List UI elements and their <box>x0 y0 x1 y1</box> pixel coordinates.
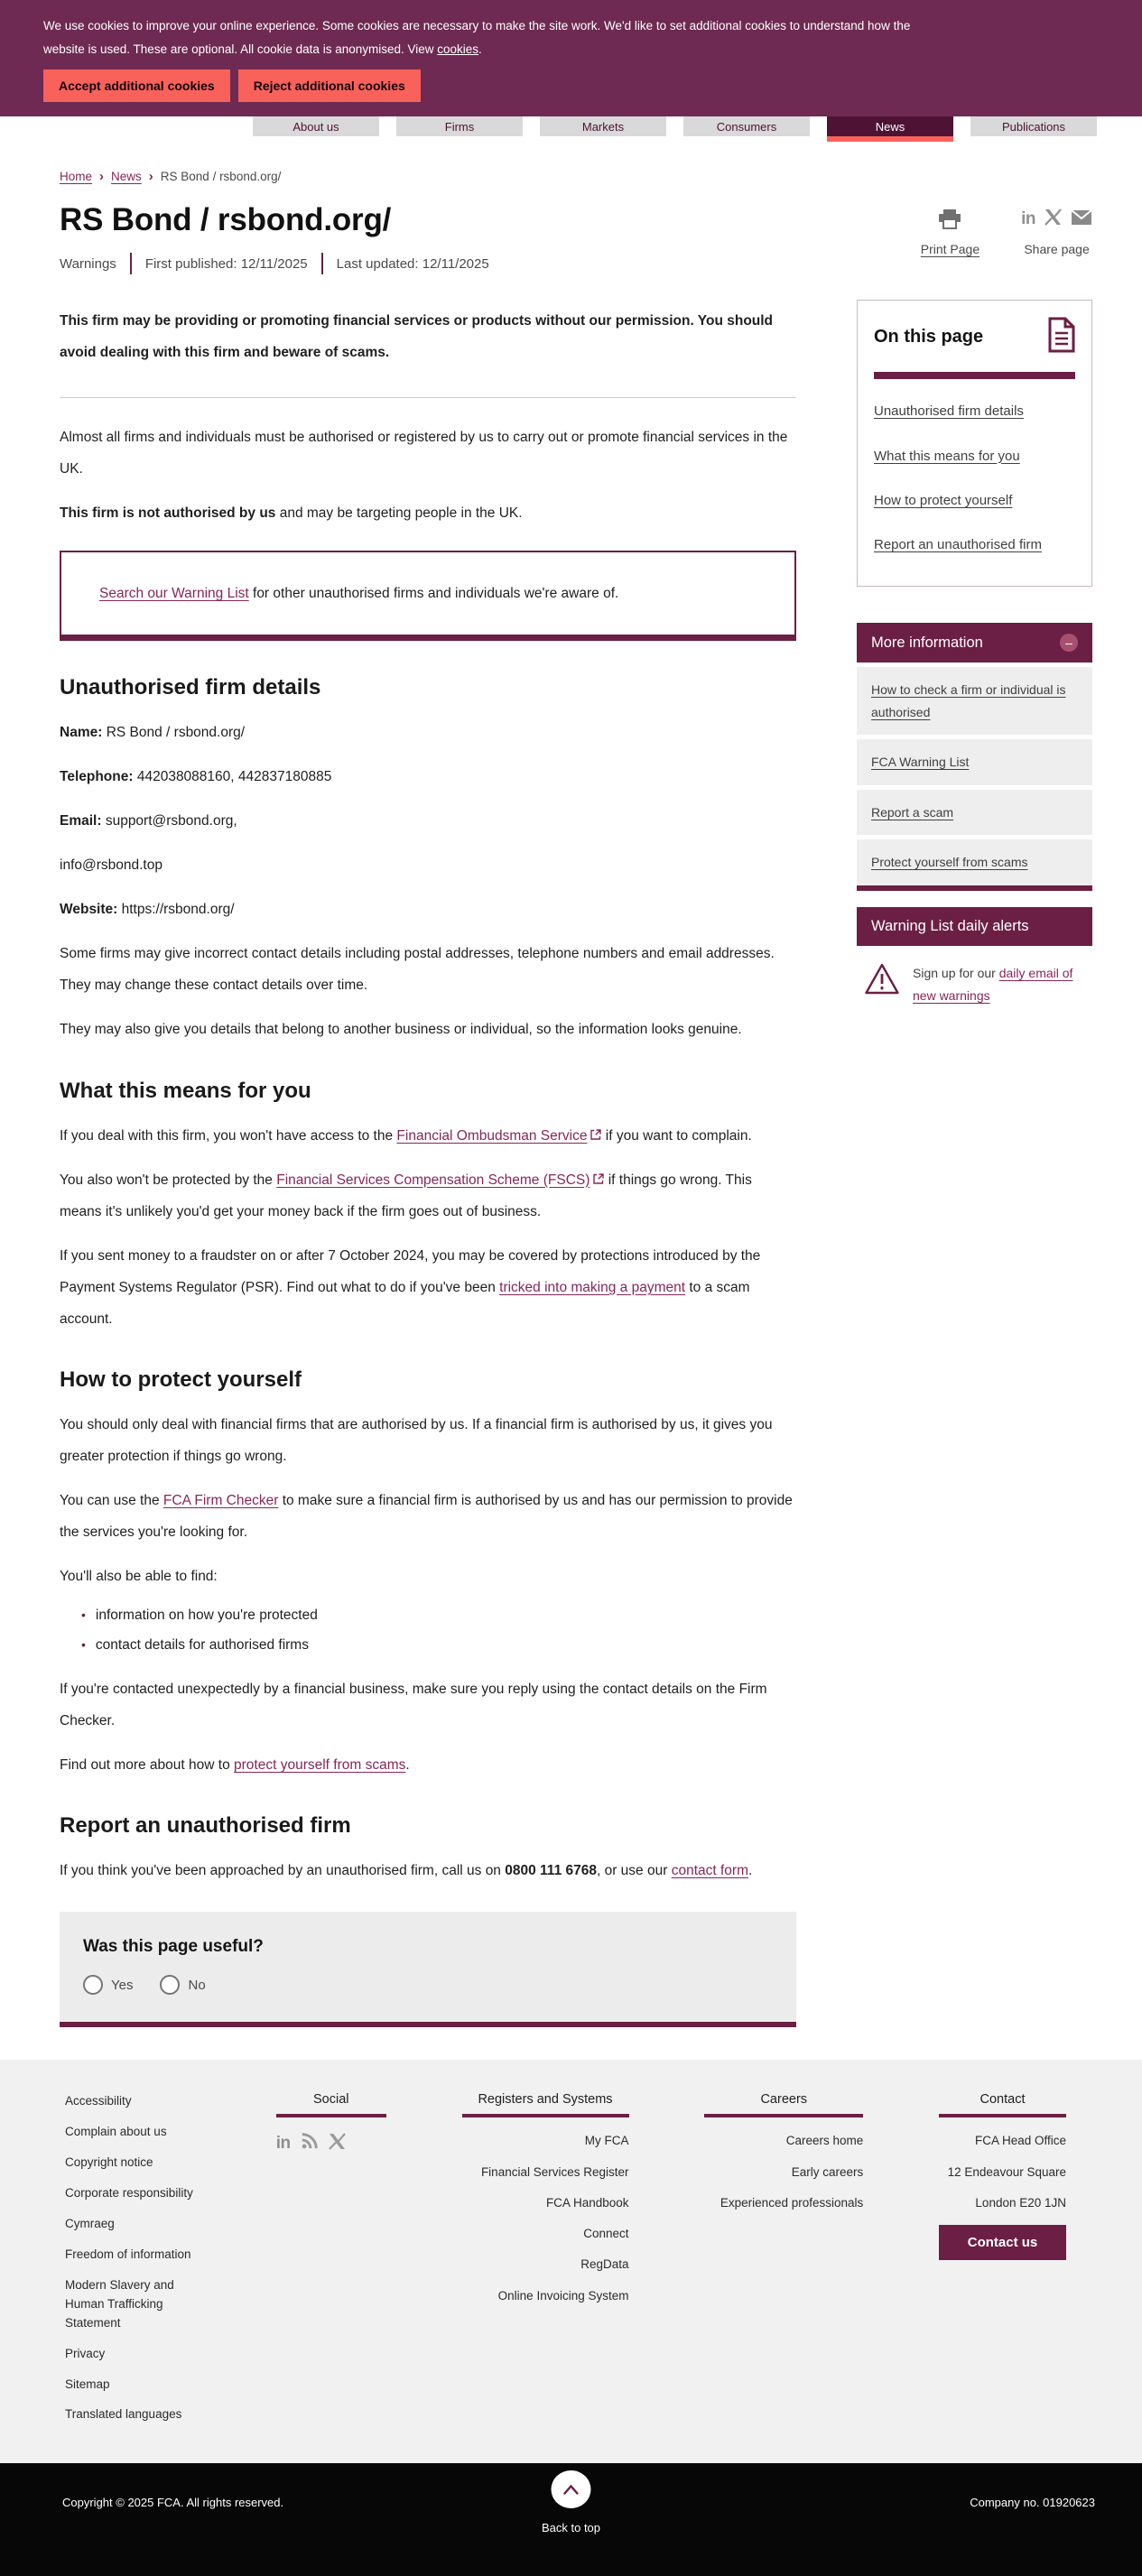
tab-markets[interactable] <box>540 116 666 142</box>
footer-link-privacy[interactable]: Privacy <box>65 2346 106 2360</box>
heading-underline-bar <box>939 2114 1066 2117</box>
primary-nav <box>0 116 1142 142</box>
name-value: RS Bond / rsbond.org/ <box>102 725 246 741</box>
tab-publications[interactable] <box>970 116 1097 142</box>
check-firm-authorised-link[interactable]: How to check a firm or individual is authorised <box>871 682 1066 719</box>
collapse-minus-icon[interactable]: – <box>1060 634 1078 652</box>
copyright-text: Copyright © 2025 FCA. All rights reserved. <box>62 2496 284 2510</box>
toc-link-report-firm[interactable]: Report an unauthorised firm <box>874 537 1042 553</box>
firm-website-row <box>60 894 796 925</box>
firm-name-row <box>60 717 796 748</box>
genuine-details-paragraph: They may also give you details that belong to another business or individual, so the information looks genuine. <box>60 1022 742 1038</box>
meta-divider <box>321 253 323 274</box>
bullet-text: contact details for authorised firms <box>95 1637 309 1654</box>
tab-news[interactable] <box>827 116 953 142</box>
firm-email2-row <box>60 849 796 881</box>
linkedin-icon[interactable]: in <box>275 2133 291 2153</box>
heading-underline-bar <box>276 2114 386 2117</box>
tab-firms[interactable] <box>396 116 523 142</box>
heading-underline-bar <box>462 2114 629 2117</box>
company-number: Company no. 01920623 <box>970 2496 1095 2510</box>
tab-underline <box>396 136 523 142</box>
cookie-message-end: . <box>478 42 482 56</box>
paragraph-text: and may be targeting people in the UK. <box>275 505 523 522</box>
first-published: First published: 12/11/2025 <box>144 255 308 272</box>
alerts-text-before: Sign up for our <box>913 965 999 980</box>
breadcrumb-home-link[interactable]: Home <box>60 170 93 184</box>
paragraph-text: Find out more about how to <box>60 1757 235 1774</box>
website-value: https://rsbond.org/ <box>117 902 235 918</box>
main-content <box>60 274 796 2027</box>
footer-link-connect[interactable]: Connect <box>583 2227 629 2241</box>
contacted-unexpectedly-paragraph: If you're contacted unexpectedly by a financial business, make sure you reply using the contact details on the Firm Checker. <box>60 1682 767 1729</box>
chevron-up-icon[interactable] <box>551 2470 590 2508</box>
feedback-no-option[interactable] <box>160 1975 205 1995</box>
fscs-link[interactable]: Financial Services Compensation Scheme (FSCS) <box>276 1172 590 1188</box>
divider <box>60 397 796 398</box>
protect-yourself-scams-link[interactable]: Protect yourself from scams <box>871 855 1028 870</box>
paragraph-text: If you deal with this firm, you won't have access to the <box>60 1127 397 1144</box>
cookies-link[interactable]: cookies <box>437 42 479 56</box>
page-feedback-box <box>60 1912 796 2027</box>
search-warning-list-link[interactable]: Search our Warning List <box>99 586 249 602</box>
paragraph-text: if things go wrong. This means it's unlikely you'd get your money back if the firm goes out of business. <box>60 1172 752 1219</box>
footer-link-copyright-notice[interactable]: Copyright notice <box>65 2155 153 2170</box>
not-authorised-bold: This firm is not authorised by us <box>60 505 276 522</box>
tab-about-us[interactable] <box>253 116 379 142</box>
footer-link-careers-home[interactable]: Careers home <box>785 2134 864 2148</box>
daily-email-signup-link[interactable]: daily email of new warnings <box>913 965 1073 1003</box>
tab-underline <box>540 136 666 142</box>
print-page-label[interactable]: Print Page <box>920 242 980 257</box>
incorrect-details-paragraph: Some firms may give incorrect contact details including postal addresses, telephone numbers and email addresses. They may change these contact details over time. <box>60 946 775 994</box>
alerts-header <box>857 907 1092 946</box>
firm-phone-row <box>60 761 796 792</box>
paragraph-text: Almost all firms and individuals must be authorised or registered by us to carry out or promote financial services in the UK. <box>60 430 788 477</box>
tab-label: Publications <box>970 116 1097 136</box>
meta-divider <box>130 253 132 274</box>
footer-link-regdata[interactable]: RegData <box>580 2257 629 2272</box>
footer-careers-column <box>704 2092 863 2436</box>
on-this-page-title: On this page <box>874 327 984 347</box>
footer-link-online-invoicing[interactable]: Online Invoicing System <box>497 2288 629 2303</box>
breadcrumb-current: RS Bond / rsbond.org/ <box>160 170 282 184</box>
on-this-page-box <box>857 300 1092 587</box>
list-item <box>81 1635 796 1657</box>
feedback-yes-label: Yes <box>111 1977 134 1993</box>
email-label: Email: <box>60 813 102 829</box>
footer-link-fs-register[interactable]: Financial Services Register <box>480 2164 629 2179</box>
contact-us-button[interactable]: Contact us <box>939 2225 1066 2260</box>
contact-address-line: 12 Endeavour Square <box>947 2164 1066 2179</box>
feedback-title: Was this page useful? <box>83 1937 264 1957</box>
registers-heading: Registers and Systems <box>478 2092 613 2108</box>
document-icon <box>1048 317 1075 357</box>
footer-contact-column <box>939 2092 1066 2436</box>
fca-firm-checker-link[interactable]: FCA Firm Checker <box>162 1492 279 1508</box>
footer-link-sitemap[interactable]: Sitemap <box>65 2377 110 2391</box>
careers-heading: Careers <box>760 2092 808 2108</box>
footer-link-fca-handbook[interactable]: FCA Handbook <box>545 2195 629 2210</box>
breadcrumb-news-link[interactable]: News <box>111 170 142 184</box>
email-share-icon[interactable] <box>1071 209 1092 230</box>
footer-link-complain[interactable]: Complain about us <box>65 2125 167 2139</box>
print-page[interactable] <box>921 208 980 256</box>
psr-paragraph <box>60 1240 796 1335</box>
last-updated: Last updated: 12/11/2025 <box>336 255 489 272</box>
bullet-icon: • <box>81 1637 86 1653</box>
fca-warning-list-link[interactable]: FCA Warning List <box>871 755 970 770</box>
contact-address-line: FCA Head Office <box>974 2134 1066 2148</box>
report-paragraph <box>60 1855 796 1886</box>
footer-registers-column <box>462 2092 629 2436</box>
page-title: RS Bond / rsbond.org/ <box>60 202 392 238</box>
printer-icon[interactable] <box>938 208 961 231</box>
x-twitter-icon[interactable] <box>329 2133 346 2154</box>
tricked-into-payment-link[interactable]: tricked into making a payment <box>499 1279 686 1295</box>
title-underline-bar <box>874 372 1075 379</box>
back-to-top-label: Back to top <box>541 2521 601 2535</box>
contact-address-line: London E20 1JN <box>975 2195 1066 2210</box>
email-value-2: info@rsbond.top <box>60 857 162 874</box>
tab-label: Markets <box>540 116 666 136</box>
section-heading-report-firm: Report an unauthorised firm <box>60 1813 351 1839</box>
bullet-icon: • <box>81 1607 86 1622</box>
heading-underline-bar <box>704 2114 863 2117</box>
warning-list-alerts-panel <box>857 907 1092 1024</box>
firm-checker-paragraph <box>60 1485 796 1548</box>
bullet-text: information on how you're protected <box>95 1607 318 1623</box>
name-label: Name: <box>60 725 103 741</box>
share-page-label: Share page <box>1024 242 1090 257</box>
footer-links-column <box>65 2092 200 2436</box>
feedback-yes-option[interactable] <box>83 1975 133 1995</box>
footer-link-modern-slavery[interactable]: Modern Slavery and Human Trafficking Statement <box>65 2277 174 2330</box>
footer-bottom-bar <box>0 2463 1142 2576</box>
list-item <box>857 839 1092 885</box>
external-link-icon <box>590 1120 601 1131</box>
warning-triangle-icon <box>864 962 900 1000</box>
footer-link-freedom-of-information[interactable]: Freedom of information <box>65 2247 191 2261</box>
tab-consumers[interactable] <box>683 116 810 142</box>
social-heading: Social <box>313 2092 349 2108</box>
linkedin-icon[interactable]: in <box>1021 209 1035 229</box>
back-to-top-button[interactable] <box>542 2470 600 2534</box>
warning-list-callout <box>60 551 796 641</box>
deal-authorised-paragraph: You should only deal with financial firms that are authorised by us. If a financial firm is authorised by us, it gives you greater protection if things go wrong. <box>60 1416 773 1464</box>
paragraph-text: to make sure a financial firm is authorised by us and has our permission to provide the services you're looking for. <box>60 1492 793 1540</box>
page-meta <box>60 253 489 274</box>
cookie-banner <box>0 0 1142 116</box>
also-find-paragraph: You'll also be able to find: <box>60 1568 218 1584</box>
footer-link-my-fca[interactable]: My FCA <box>584 2134 629 2148</box>
category-label: Warnings <box>60 255 116 272</box>
paragraph-text: . <box>747 1863 753 1879</box>
paragraph-text: if you want to complain. <box>601 1127 752 1144</box>
more-information-panel <box>857 623 1092 891</box>
toc-link-how-to-protect[interactable]: How to protect yourself <box>874 492 1013 508</box>
section-heading-unauthorised-firm-details: Unauthorised firm details <box>60 675 321 700</box>
breadcrumb <box>60 169 1092 184</box>
section-heading-what-this-means: What this means for you <box>60 1078 311 1103</box>
cookie-message-text: We use cookies to improve your online experience. Some cookies are necessary to make the site work. We'd like to set additional cookies to understand how the website is used. These are optional. All cookie data is anonymised. View <box>43 19 911 56</box>
footer-link-translated-languages[interactable]: Translated languages <box>65 2407 182 2422</box>
paragraph-text: If you sent money to a fraudster on or after 7 October 2024, you may be covered by protections introduced by the Payment Systems Regulator (PSR). Find out what to do if you've been <box>60 1247 761 1295</box>
accept-cookies-button[interactable]: Accept additional cookies <box>43 69 230 102</box>
tab-active-underline <box>827 136 953 142</box>
feedback-yes-radio[interactable] <box>83 1975 103 1995</box>
paragraph-text: to a scam account. <box>60 1279 750 1327</box>
footer-link-experienced-professionals[interactable]: Experienced professionals <box>720 2195 864 2210</box>
report-phone-number: 0800 111 6768 <box>505 1863 597 1879</box>
not-authorised-paragraph <box>60 497 796 529</box>
footer <box>0 2060 1142 2463</box>
page-actions <box>921 208 1092 256</box>
footer-social-column <box>276 2092 386 2436</box>
chevron-right-icon: › <box>148 169 153 185</box>
authorised-info-paragraph <box>60 422 796 485</box>
rss-icon[interactable] <box>301 2132 319 2154</box>
alerts-signup-text <box>913 962 1089 1007</box>
tab-label: Firms <box>396 116 523 136</box>
toc-link-what-this-means[interactable]: What this means for you <box>874 448 1020 464</box>
warning-intro: This firm may be providing or promoting financial services or products without our permission. You should avoid dealing with this firm and beware of scams. <box>60 313 774 361</box>
tab-underline <box>683 136 810 142</box>
list-item <box>81 1605 796 1627</box>
website-label: Website: <box>60 902 118 918</box>
chevron-right-icon: › <box>99 169 105 185</box>
paragraph-text: . <box>405 1757 410 1774</box>
tab-underline <box>253 136 379 142</box>
paragraph-text: You also won't be protected by the <box>60 1172 277 1188</box>
list-item <box>857 790 1092 836</box>
external-link-icon <box>593 1164 604 1175</box>
tab-label: News <box>827 116 953 136</box>
footer-link-cymraeg[interactable]: Cymraeg <box>65 2217 115 2231</box>
page-header <box>60 184 489 274</box>
share-page <box>1021 208 1092 256</box>
paragraph-text: , or use our <box>596 1863 672 1879</box>
find-out-more-paragraph <box>60 1749 796 1781</box>
telephone-label: Telephone: <box>60 769 134 785</box>
ombudsman-paragraph <box>60 1120 796 1152</box>
reject-cookies-button[interactable]: Reject additional cookies <box>238 69 421 102</box>
paragraph-text: You can use the <box>60 1492 163 1508</box>
fscs-paragraph <box>60 1164 796 1228</box>
financial-ombudsman-link[interactable]: Financial Ombudsman Service <box>396 1127 588 1144</box>
tab-label: Consumers <box>683 116 810 136</box>
list-item <box>857 739 1092 785</box>
report-a-scam-link[interactable]: Report a scam <box>871 804 954 820</box>
more-information-title: More information <box>871 634 983 651</box>
cookie-message <box>43 14 915 60</box>
alerts-title: Warning List daily alerts <box>871 917 1029 934</box>
section-heading-protect-yourself: How to protect yourself <box>60 1367 302 1392</box>
tab-label: About us <box>253 116 379 136</box>
paragraph-text: If you think you've been approached by an unauthorised firm, call us on <box>60 1863 506 1879</box>
footer-link-corporate-responsibility[interactable]: Corporate responsibility <box>65 2186 193 2201</box>
protect-from-scams-link[interactable]: protect yourself from scams <box>234 1757 406 1774</box>
feedback-no-radio[interactable] <box>160 1975 180 1995</box>
contact-heading: Contact <box>980 2092 1026 2108</box>
sidebar <box>857 274 1092 1024</box>
callout-text: for other unauthorised firms and individuals we're aware of. <box>248 586 619 602</box>
tab-underline <box>970 136 1097 142</box>
email-value: support@rsbond.org, <box>101 813 237 829</box>
feedback-no-label: No <box>188 1977 206 1993</box>
more-information-header <box>857 623 1092 663</box>
x-twitter-icon[interactable] <box>1045 208 1062 230</box>
protect-bullet-list <box>60 1605 796 1658</box>
toc-link-unauthorised-firm-details[interactable]: Unauthorised firm details <box>874 403 1024 420</box>
firm-email-row <box>60 805 796 837</box>
list-item <box>857 667 1092 735</box>
footer-link-early-careers[interactable]: Early careers <box>791 2164 864 2179</box>
footer-link-accessibility[interactable]: Accessibility <box>65 2094 132 2108</box>
telephone-value: 442038088160, 442837180885 <box>133 769 332 785</box>
contact-form-link[interactable]: contact form <box>671 1863 748 1879</box>
